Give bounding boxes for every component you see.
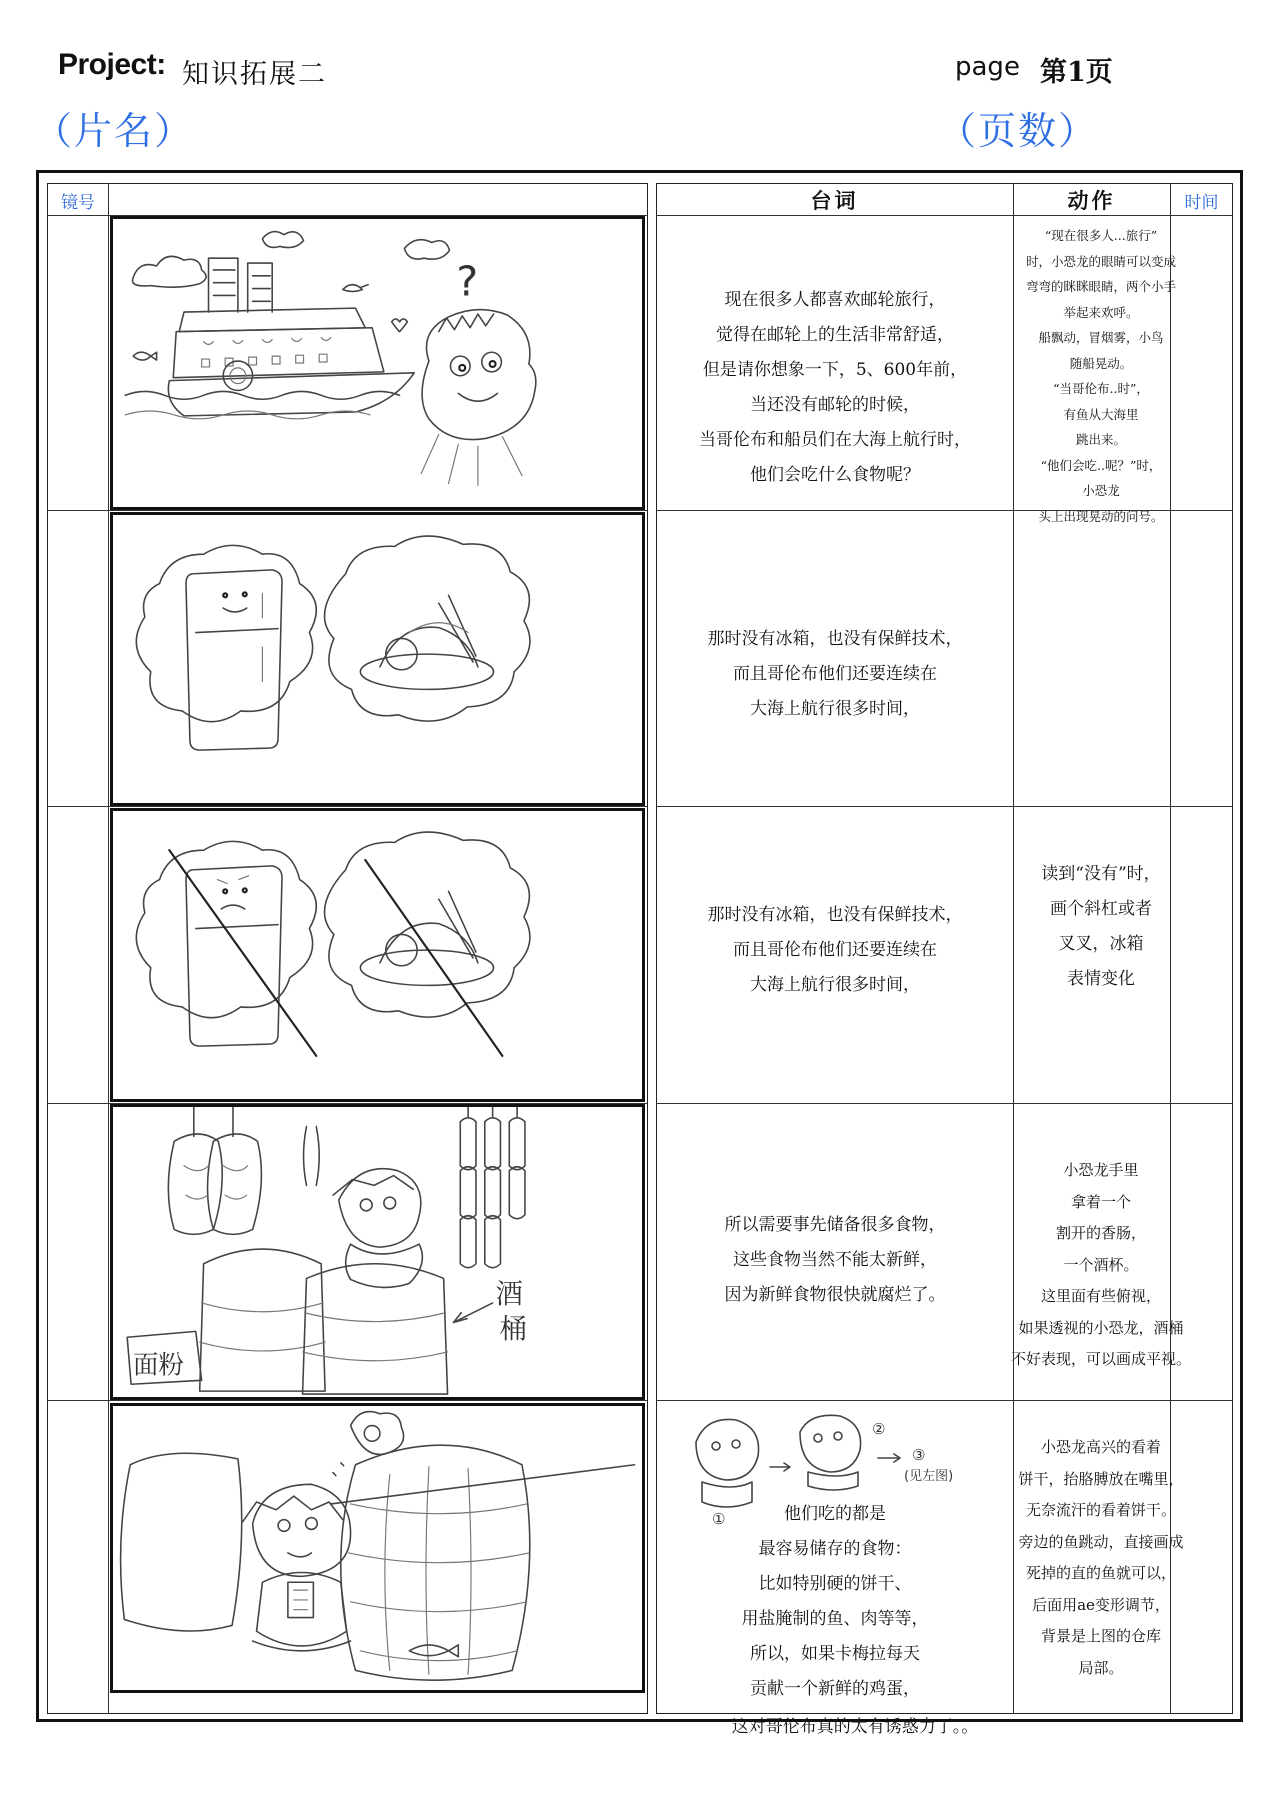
action-line: 旁边的鱼跳动，直接画成 — [1018, 1532, 1184, 1551]
dialogue-line: 大海上航行很多时间， — [750, 975, 920, 995]
overflow-dialogue-line: 这对哥伦布真的太有诱惑力了。。 — [731, 1717, 979, 1737]
action-line: 如果透视的小恐龙，酒桶 — [1018, 1318, 1184, 1337]
barrel-label: 桶 — [499, 1314, 527, 1346]
step-1-label: ① — [712, 1510, 726, 1528]
action-line: 背景是上图的仓库 — [1040, 1627, 1161, 1645]
action-line: 举起来欢呼。 — [1063, 304, 1139, 320]
action-cell-1 — [1010, 223, 1192, 529]
divider — [656, 1103, 1233, 1104]
column-header-action: 动作 — [1067, 188, 1116, 213]
action-line: 这里面有些俯视， — [1040, 1287, 1161, 1305]
flour-label: 面粉 — [133, 1350, 185, 1381]
storyboard-sketch-ship — [110, 216, 645, 510]
storyboard-sketch-biscuit — [110, 1403, 645, 1693]
divider — [47, 806, 648, 807]
storyboard-sketch-storage — [110, 1104, 645, 1400]
ship-sketch — [113, 219, 642, 507]
dialogue-line: 那时没有冰箱，也没有保鲜技术， — [707, 629, 963, 649]
action-line: 跳出来。 — [1075, 432, 1126, 447]
action-line: 叉叉，冰箱 — [1058, 934, 1144, 954]
step-3-note: (见左图) — [904, 1469, 954, 1484]
action-line: 死掉的直的鱼就可以， — [1025, 1564, 1176, 1582]
dialogue-line: 当还没有邮轮的时候， — [750, 395, 920, 415]
action-line: 小恐龙高兴的看着 — [1040, 1438, 1161, 1456]
action-line: 时，小恐龙的眼睛可以变成 — [1025, 253, 1176, 269]
action-cell-5 — [1010, 1432, 1192, 1684]
dialogue-cell-4 — [660, 1208, 1010, 1313]
action-line: 表情变化 — [1067, 969, 1135, 989]
dialogue-line: 而且哥伦布他们还要连续在 — [733, 940, 937, 960]
divider — [656, 806, 1233, 807]
action-line: 小恐龙手里 — [1063, 1161, 1139, 1179]
action-line: 饼干，抬胳膊放在嘴里， — [1018, 1469, 1184, 1488]
question-mark-icon: ? — [456, 257, 479, 306]
divider — [656, 215, 1233, 216]
project-label: Project: — [58, 48, 166, 81]
dialogue-cell-2 — [660, 622, 1010, 727]
dialogue-line: 他们吃的都是 — [784, 1504, 886, 1524]
action-line: 后面用ae变形调节， — [1032, 1595, 1170, 1614]
column-header-time: 时间 — [1184, 192, 1219, 213]
dialogue-line: 因为新鲜食物很快就腐烂了。 — [724, 1285, 946, 1305]
action-line: 不好表现，可以画成平视。 — [1010, 1350, 1191, 1368]
action-line: 割开的香肠， — [1055, 1224, 1146, 1242]
column-header-dialogue: 台词 — [810, 188, 859, 213]
action-line: “当哥伦布..时”， — [1053, 381, 1149, 396]
page-label: page — [955, 52, 1020, 82]
storyboard-sketch-fridge — [110, 512, 645, 806]
dialogue-line: 那时没有冰箱，也没有保鲜技术， — [707, 905, 963, 925]
fridge-crossed-sketch — [113, 811, 642, 1099]
action-cell-3 — [1010, 857, 1192, 997]
page-hint: （页数） — [938, 109, 1099, 153]
storyboard-sketch-fridge-crossed — [110, 808, 645, 1102]
biscuit-sketch — [113, 1406, 642, 1690]
action-line: 无奈流汗的看着饼干。 — [1025, 1501, 1176, 1519]
action-line: 小恐龙 — [1082, 483, 1120, 498]
dialogue-line: 现在很多人都喜欢邮轮旅行， — [724, 290, 946, 310]
dialogue-line: 所以需要事先储备很多食物， — [724, 1215, 946, 1235]
action-line: 随船晃动。 — [1069, 355, 1133, 371]
storage-sketch — [113, 1107, 642, 1397]
dialogue-line: 比如特别硬的饼干、 — [758, 1574, 912, 1594]
action-line: 有鱼从大海里 — [1063, 406, 1139, 422]
dialogue-line: 而且哥伦布他们还要连续在 — [733, 664, 937, 684]
divider — [108, 183, 109, 1714]
step-3-label: ③ — [912, 1446, 926, 1464]
action-line: “他们会吃..呢？”时， — [1040, 457, 1162, 473]
action-line: 拿着一个 — [1070, 1192, 1131, 1211]
divider — [47, 1400, 648, 1401]
dialogue-cell-3 — [660, 898, 1010, 1003]
dialogue-cell-1 — [660, 283, 1010, 493]
dialogue-line: 这些食物当然不能太新鲜， — [733, 1250, 937, 1270]
action-line: 船飘动，冒烟雾，小鸟 — [1038, 330, 1164, 345]
dialogue-cell-5 — [660, 1497, 1010, 1707]
divider — [656, 1400, 1233, 1401]
wine-label: 酒 — [495, 1278, 523, 1310]
dialogue-line: 最容易储存的食物： — [758, 1539, 912, 1559]
dialogue-line: 他们会吃什么食物呢？ — [750, 465, 920, 485]
dialogue-line: 但是请你想象一下，5、600年前， — [702, 360, 968, 380]
dialogue-line: 大海上航行很多时间， — [750, 699, 920, 719]
title-hint: （片名） — [34, 109, 195, 153]
column-header-shot: 镜号 — [61, 192, 95, 213]
dialogue-line: 当哥伦布和船员们在大海上航行时， — [699, 430, 971, 450]
action-line: “现在很多人...旅行” — [1044, 228, 1158, 243]
action-line: 头上出现晃动的问号。 — [1038, 508, 1164, 524]
project-name: 知识拓展二 — [182, 59, 327, 90]
dialogue-line: 贡献一个新鲜的鸡蛋， — [750, 1679, 920, 1699]
action-line: 读到“没有”时， — [1041, 864, 1161, 884]
fridge-sketch — [113, 515, 642, 803]
divider — [47, 510, 648, 511]
action-line: 局部。 — [1078, 1658, 1124, 1677]
dialogue-line: 用盐腌制的鱼、肉等等， — [741, 1609, 929, 1629]
step-2-label: ② — [872, 1420, 886, 1438]
dialogue-line: 所以，如果卡梅拉每天 — [750, 1644, 920, 1664]
action-line: 画个斜杠或者 — [1050, 899, 1152, 919]
action-line: 一个酒杯。 — [1063, 1255, 1139, 1274]
action-line: 弯弯的眯眯眼睛，两个小手 — [1025, 279, 1176, 294]
page-number: 第1页 — [1040, 57, 1113, 88]
dialogue-line: 觉得在邮轮上的生活非常舒适， — [716, 325, 954, 345]
action-cell-4 — [1010, 1155, 1192, 1376]
